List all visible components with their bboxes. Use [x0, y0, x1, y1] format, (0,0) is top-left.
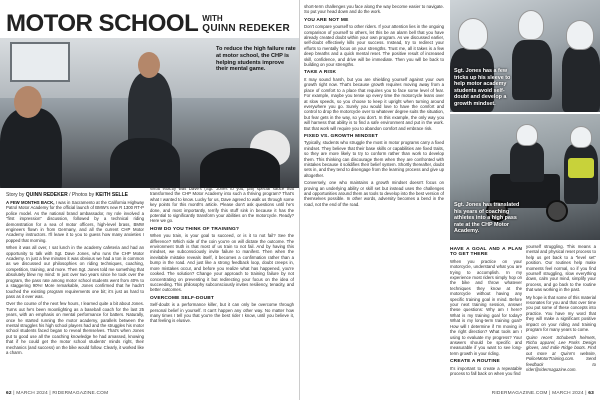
- whiteboard: [10, 42, 70, 82]
- footer-site: RIDERMAGAZINE.COM: [52, 391, 109, 396]
- paragraph: It may sound harsh, but you are shielding yourself against your own growth right now. That's because growth requires moving away from a place of comfort to a place that requires you to face some level of fear. For example, maybe you tense up every time the motorcycle leans over at slow speeds, so you choose to keep it upright when turning around everywhere you go. Surely you would love to have the comfort and control to drop the motorcycle over to whatever degree suits the situation, but fear gets in the way, so you don't. In this example, the only way you will harness that ability is to find a safe environment and put in the work. But that work will require you to abandon comfort and embrace risk.: [304, 76, 444, 131]
- paragraph: When it was all over, I sat lunch in the academy cafeteria and had an opportunity to talk with Sgt. Dave Jones, who runs the CHP Motor Academy. In just a few minutes it was obvious we had a ton in common as we discussed our philosophies on riding techniques, coaching, competition, training, and more. Then Sgt. Jones told me something that absolutely blew my mind: In just over two years since he took over the program, the pass rate among motor school students went from 40% to a staggering 90%! More remarkable, Jones confirmed that he hadn't touched the existing program requirements one bit; it's just as hard to pass as it ever was.: [6, 245, 144, 299]
- photo-caption: Sgt. Jones has translated his years of coaching athletes into a high pass rate at the CHP Motor Academy.: [454, 202, 520, 235]
- instructor-head: [138, 52, 160, 78]
- instructor-helmet: [570, 126, 592, 148]
- riders-photo-top: [450, 0, 600, 112]
- column-author: [202, 14, 290, 36]
- rider-torso: [562, 46, 600, 112]
- rider-torso: [512, 40, 552, 100]
- section-heading: HAVE A GOAL AND A PLAN TO GET THERE: [450, 247, 522, 258]
- photo-caption: To reduce the high failure rate at motor school, the CHP is helping students improve their mental game.: [216, 46, 296, 73]
- photo-caption: Sgt. Jones has a few tricks up his sleeve to help motor academy students avoid self-doubt and develop a growth mindset.: [454, 68, 511, 107]
- paragraph: yourself struggling. This means a mental and physical reset process to help us get back to a "level set" position. Our routines help make moments feel normal, so if you find yourself struggling, slow everything down, calm your mind, simplify your process, and go back to the routine that was working in the past.: [526, 244, 596, 293]
- section-heading: FIXED VS. GROWTH MINDSET: [304, 133, 379, 139]
- paragraph: It's important to create a repeatable process to fall back on when you find: [450, 365, 522, 376]
- officer-left: [0, 108, 62, 188]
- paragraph: When you train, is your goal to succeed, or is it to not fail? See the difference? Which side of the coin you're on will dictate the outcome. The environment truth is that most of us train to not fail. And by having this mindset, we subconsciously invite failure to manifest. Then when the inevitable mistake reveals itself, it becomes a confirmation rather than a bump in the road. And just like a strong feedback loop, doubt creeps in, more mistakes occur, and before you realize what has happened, you're cooked. The solution? Change your approach to training failure by not concentrating on preventing it but redirecting your focus on the idea of succeeding. This philosophy subconsciously invites resiliency, tenacity, and better outcomes.: [150, 233, 294, 293]
- right-page: [300, 0, 600, 400]
- column-title: MOTOR SCHOOL: [6, 10, 199, 37]
- byline-prefix: Story by: [6, 192, 25, 198]
- footer-site: RIDERMAGAZINE.COM: [491, 391, 548, 396]
- footer-issue: MARCH 2024: [552, 391, 584, 396]
- paragraph: Typically, students who struggle the most in motor programs carry a fixed mindset. They believe that their base skills or capabilities are fixed traits, so they are more likely to try to conform rather than work to develop them. This thinking can discourage them when they are confronted with mistakes because it solidifies their belief system. Shortly thereafter, doubt sets in, and they tend to disengage from the learning process and give up altogether.: [304, 140, 444, 178]
- left-footer: 62 | MARCH 2024 | RIDERMAGAZINE.COM: [6, 391, 109, 396]
- rider-helmet: [516, 124, 538, 146]
- officer-left-head: [14, 86, 42, 118]
- masthead: [6, 6, 290, 36]
- student-front: [110, 138, 180, 188]
- byline-photographer: KEITH SELLE: [95, 192, 128, 198]
- byline: [6, 192, 128, 198]
- right-column-3: [526, 244, 596, 388]
- section-heading: OVERCOME SELF-DOUBT: [150, 295, 215, 301]
- motorcycle-wheel: [546, 200, 568, 222]
- column-author-name: QUINN REDEKER: [202, 23, 291, 34]
- student-right: [200, 148, 280, 188]
- rider-helmet: [518, 10, 544, 40]
- section-heading: YOU ARE NOT ME: [304, 17, 349, 23]
- byline-photos-prefix: / Photos by: [69, 192, 95, 198]
- paragraph: What exactly was Dave's (Sgt. Jones to you, pal) special sauce that transformed the CHP Motor Academy into such a thriving program? That's what I wanted to know. Lucky for us, Dave agreed to walk us through some key points for this month's article. Please don't ask questions until he's done, and most importantly, terrify this stuff sink in because it has the potential to significantly transform your abilities on the motorcycle. Ready? Here we go.: [150, 186, 294, 224]
- left-column-2: [150, 186, 294, 388]
- paragraph: Self-doubt is a performance killer, but it can only be overcome through personal belief in yourself. It can't happen any other way. No matter how many times I tell you that you're the best rider I know, until you believe it, that feeling is elusive.: [150, 302, 294, 324]
- paragraph: A FEW MONTHS BACK, I was in Sacramento at the California Highway Patrol Motor Academy for the official launch of BMW's new R 1300 RT-P police model. As the national brand ambassador, my role involved a "first impression" discussion, followed by a technical riding demonstration for a sea of motor officers, high-level brass, BMW engineers flown in from Germany, and all the current CHP Motor Academy instructors. I'll leave it to you to guess how many anxieties I popped that morning.: [6, 200, 144, 243]
- section-heading: TAKE A RISK: [304, 70, 337, 76]
- paragraph: When you practice on your motorcycle, understand what you are trying to accomplish. In my experience most riders simply hop on the bike and throw whatever techniques they know at the motorcycle without having any specific training goal in mind. Before your next training session, answer these questions: Why am I here? What is my training goal for today? What is my long-term training goal? How will I determine if I'm moving in the right direction? What tools am I using to evaluate my progress? Your answers should be specific and measurable if you want to see long-term growth in your riding.: [450, 258, 522, 356]
- officer-helmet: [458, 18, 488, 50]
- column-with-label: WITH: [202, 14, 223, 23]
- page-number: 63: [588, 391, 594, 396]
- left-column-1: [6, 200, 144, 388]
- safety-vest: [568, 158, 594, 178]
- page-number: 62: [6, 391, 12, 396]
- right-column-2: [450, 244, 522, 388]
- paragraph: My hope is that some of this material resonates for you and that over time you put some of these concepts into practice. You have my word that they will make a significant positive impact on your riding and training program for many years to come.: [526, 294, 596, 333]
- riders-photo-bottom: [450, 114, 600, 240]
- right-footer: RIDERMAGAZINE.COM | MARCH 2024 | 63: [491, 391, 594, 396]
- paragraph: Over the course of the next few hours, I learned quite a bit about Jones. Turns out he's been moonlighting as a baseball coach for the last 25 years, with an emphasis on mental performance for batters. Naturally, once he started running the motor academy, parallels between the mental struggles his high school players had and the struggles his motor school students faced began to reveal themselves. That's when Jones put to good use all the coaching knowledge he had amassed, knowing that if he could get the motor school students' minds right, their mechanics (and success) on the bike would follow. Clearly, it worked like a charm.: [6, 301, 144, 355]
- footer-issue: MARCH 2024: [16, 391, 48, 396]
- author-bio: Quinn recert Schuberth helmets, Richa apparel, Lee Parks Design gloves, and Indie Ridge boots. Find out more at Quinn's website, PoliceMotorTraining.com. Send feedback to rider@ridermagazine.com.: [526, 334, 596, 372]
- classroom-photo: [0, 38, 300, 188]
- right-column-1: [304, 4, 444, 388]
- rider-helmet: [566, 20, 594, 50]
- paragraph: short-term challenges you face along the way become easier to navigate. So put your head down and do the work.: [304, 4, 444, 15]
- section-heading: CREATE A ROUTINE: [450, 359, 500, 365]
- rider-torso: [510, 142, 544, 182]
- section-heading: HOW DO YOU THINK OF TRAINING?: [150, 226, 240, 232]
- byline-author: QUINN REDEKER: [25, 192, 68, 198]
- paragraph: Conversely, one who maintains a growth mindset doesn't focus on proving an underlying ability or skill set but instead uses the challenges and opportunities around them as tools to develop into the best version of themselves possible. In other words, adversity becomes a bend in the road, not the end of the road.: [304, 180, 444, 207]
- paragraph: Don't compare yourself to other riders. If your attention lies in the ongoing comparison of yourself to others, let this be an alarm bell that you have already created doubt within your own program. As we discussed earlier, self-doubt effectively kills your success. Instead, try to redirect your efforts to mentally focus on your strengths. Trust me, all it takes is a few deep breaths and a quick mental reset. The positive result of increased skill, confidence, and drive will be immediate. Then you will be back to building on your strengths.: [304, 24, 444, 68]
